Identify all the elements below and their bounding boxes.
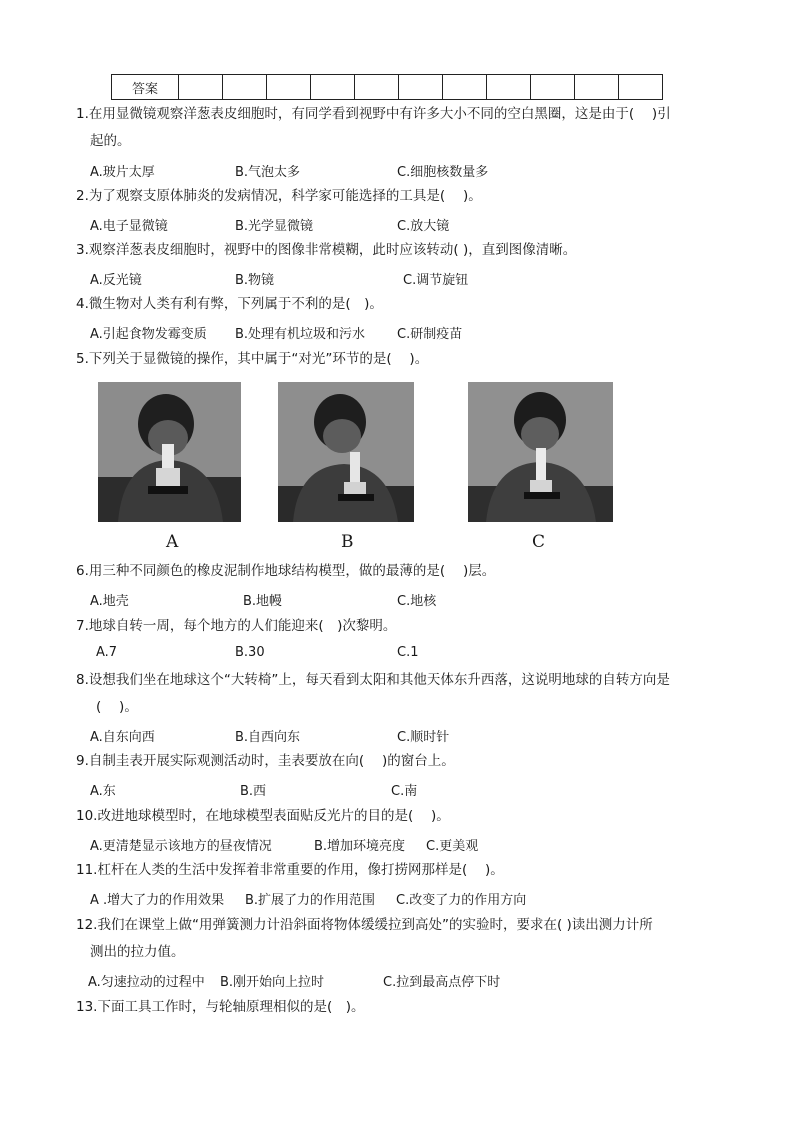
question-8-text-cont: ( )。 (96, 699, 138, 715)
option-c[interactable]: C.细胞核数量多 (397, 165, 489, 180)
answer-cell[interactable] (619, 75, 663, 100)
option-a[interactable]: A.东 (90, 784, 116, 799)
option-a[interactable]: A.更清楚显示该地方的昼夜情况 (90, 839, 272, 854)
option-b[interactable]: B.30 (235, 645, 265, 660)
option-c[interactable]: C.放大镜 (397, 219, 450, 234)
option-a[interactable]: A.反光镜 (90, 273, 142, 288)
option-c[interactable]: C.改变了力的作用方向 (396, 893, 527, 908)
option-b[interactable]: B.自西向东 (235, 730, 301, 745)
option-b[interactable]: B.物镜 (235, 273, 275, 288)
microscope-photo-a[interactable] (98, 382, 241, 522)
answer-cell[interactable] (443, 75, 487, 100)
photo-label-b: B (341, 532, 354, 552)
option-c[interactable]: C.顺时针 (397, 730, 450, 745)
option-b[interactable]: B.西 (240, 784, 267, 799)
question-13-text: 13.下面工具工作时，与轮轴原理相似的是( )。 (76, 999, 365, 1015)
question-3-text: 3.观察洋葱表皮细胞时，视野中的图像非常模糊，此时应该转动( )，直到图像清晰。 (76, 242, 577, 258)
answer-table (111, 74, 663, 100)
question-12-text: 12.我们在课堂上做“用弹簧测力计沿斜面将物体缓缓拉到高处”的实验时，要求在( )读出测力计所 (76, 917, 653, 933)
option-b[interactable]: B.光学显微镜 (235, 219, 314, 234)
answer-cell[interactable] (355, 75, 399, 100)
option-a[interactable]: A.自东向西 (90, 730, 155, 745)
question-4-text: 4.微生物对人类有利有弊，下列属于不利的是( )。 (76, 296, 383, 312)
option-b[interactable]: B.扩展了力的作用范围 (245, 893, 376, 908)
option-a[interactable]: A.电子显微镜 (90, 219, 168, 234)
question-5-text: 5.下列关于显微镜的操作，其中属于“对光”环节的是( )。 (76, 351, 429, 367)
option-a[interactable]: A.匀速拉动的过程中 (88, 975, 205, 990)
option-a[interactable]: A.7 (96, 645, 118, 660)
answer-label: 答案 (112, 75, 179, 100)
option-c[interactable]: C.1 (397, 645, 419, 660)
option-c[interactable]: C.地核 (397, 594, 437, 609)
answer-row (112, 75, 663, 100)
answer-cell[interactable] (487, 75, 531, 100)
question-1-text: 1.在用显微镜观察洋葱表皮细胞时，有同学看到视野中有许多大小不同的空白黑圈，这是由于( )引 (76, 106, 671, 122)
answer-cell[interactable] (399, 75, 443, 100)
photo-label-c: C (532, 532, 546, 552)
question-1-text-cont: 起的。 (90, 133, 131, 149)
question-7-text: 7.地球自转一周，每个地方的人们能迎来( )次黎明。 (76, 618, 397, 634)
answer-cell[interactable] (267, 75, 311, 100)
question-6-text: 6.用三种不同颜色的橡皮泥制作地球结构模型，做的最薄的是( )层。 (76, 563, 496, 579)
photo-label-a: A (166, 532, 179, 552)
option-a[interactable]: A.地壳 (90, 594, 129, 609)
question-11-text: 11.杠杆在人类的生活中发挥着非常重要的作用，像打捞网那样是( )。 (76, 862, 504, 878)
option-a[interactable]: A.引起食物发霉变质 (90, 327, 207, 342)
question-10-text: 10.改进地球模型时，在地球模型表面贴反光片的目的是( )。 (76, 808, 450, 824)
question-12-text-cont: 测出的拉力值。 (90, 944, 185, 960)
microscope-photo-b[interactable] (278, 382, 414, 522)
answer-cell[interactable] (179, 75, 223, 100)
option-b[interactable]: B.增加环境亮度 (314, 839, 406, 854)
option-c[interactable]: C.调节旋钮 (403, 273, 469, 288)
option-b[interactable]: B.地幔 (243, 594, 283, 609)
answer-cell[interactable] (575, 75, 619, 100)
option-b[interactable]: B.处理有机垃圾和污水 (235, 327, 366, 342)
option-c[interactable]: C.更美观 (426, 839, 479, 854)
option-c[interactable]: C.研制疫苗 (397, 327, 463, 342)
answer-cell[interactable] (531, 75, 575, 100)
answer-cell[interactable] (311, 75, 355, 100)
option-c[interactable]: C.南 (391, 784, 418, 799)
option-b[interactable]: B.气泡太多 (235, 165, 301, 180)
option-a[interactable]: A .增大了力的作用效果 (90, 893, 225, 908)
option-a[interactable]: A.玻片太厚 (90, 165, 155, 180)
question-2-text: 2.为了观察支原体肺炎的发病情况，科学家可能选择的工具是( )。 (76, 188, 482, 204)
option-c[interactable]: C.拉到最高点停下时 (383, 975, 501, 990)
microscope-photo-c[interactable] (468, 382, 613, 522)
option-b[interactable]: B.刚开始向上拉时 (220, 975, 325, 990)
answer-cell[interactable] (223, 75, 267, 100)
question-9-text: 9.自制圭表开展实际观测活动时，圭表要放在向( )的窗台上。 (76, 753, 455, 769)
question-8-text: 8.设想我们坐在地球这个“大转椅”上，每天看到太阳和其他天体东升西落，这说明地球的自转方向是 (76, 672, 670, 688)
